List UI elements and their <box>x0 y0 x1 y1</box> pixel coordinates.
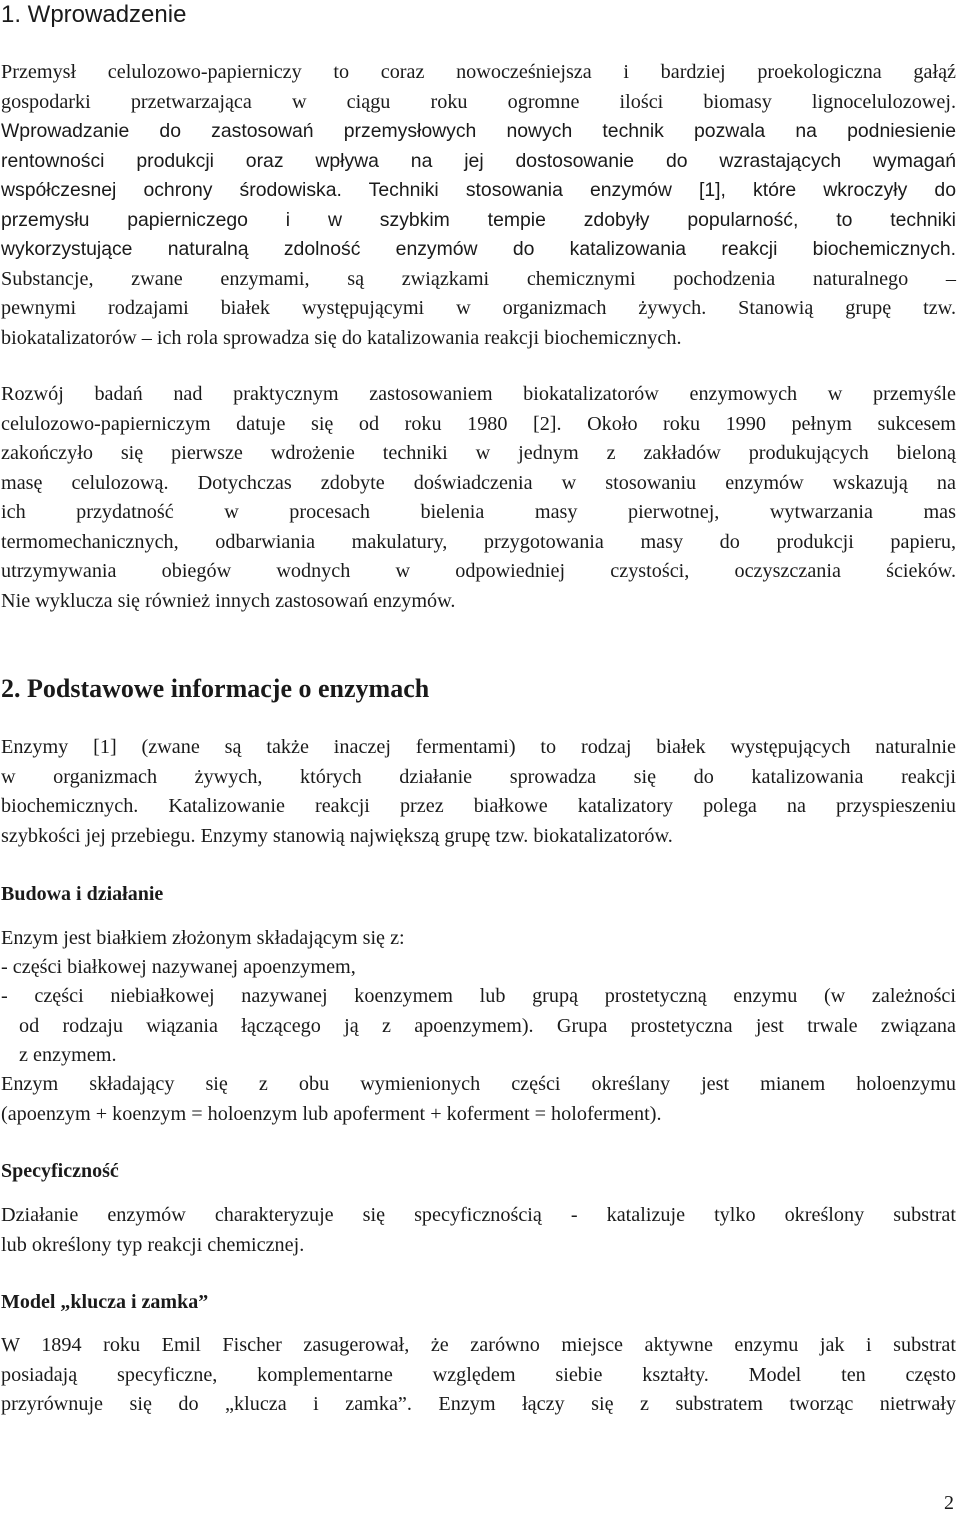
text-line: termomechanicznych, odbarwiania makulatury, przygotowania masy do produkcji papieru, <box>1 530 956 553</box>
text-line: (apoenzym + koenzym = holoenzym lub apoferment + koferment = holoferment). <box>1 1102 662 1125</box>
text-line: ich przydatność w procesach bielenia masy pierwotnej, wytwarzania mas <box>1 501 956 523</box>
model-paragraph <box>1 1331 956 1420</box>
section-2-paragraph-1 <box>1 733 956 851</box>
text-line: W 1894 roku Emil Fischer zasugerował, że zarówno miejsce aktywne enzymu jak i substrat <box>1 1334 956 1356</box>
text-line: Substancje, zwane enzymami, są związkami chemicznymi pochodzenia naturalnego – <box>1 267 956 290</box>
text-line: pewnymi rodzajami białek występującymi w organizmach żywych. Stanowią grupę tzw. <box>1 297 956 319</box>
section-1-heading: 1. Wprowadzenie <box>1 1 187 28</box>
text-line: zakończyło się pierwsze wdrożenie techniki w jednym z zakładów produkujących bieloną <box>1 442 956 464</box>
specyficznosc-heading: Specyficzność <box>1 1160 119 1182</box>
text-line: z enzymem. <box>19 1044 117 1066</box>
text-line: utrzymywania obiegów wodnych w odpowiedniej czystości, oczyszczania ścieków. <box>1 560 956 582</box>
text-line: Enzym składający się z obu wymienionych części określany jest mianem holoenzymu <box>1 1073 956 1095</box>
budowa-intro: Enzym jest białkiem złożonym składającym się z: <box>1 927 405 949</box>
text-line: celulozowo-papierniczym datuje się od roku 1980 [2]. Około roku 1990 pełnym sukcesem <box>1 412 956 435</box>
text-line: posiadają specyficzne, komplementarne względem siebie kształty. Model ten często <box>1 1363 956 1386</box>
page-number: 2 <box>944 1492 954 1514</box>
section-2-heading: 2. Podstawowe informacje o enzymach <box>1 674 430 703</box>
text-line: - części niebiałkowej nazywanej koenzymem lub grupą prostetyczną enzymu (w zależności <box>1 985 956 1007</box>
text-line: gospodarki przetwarzająca w ciągu roku ogromne ilości biomasy lignocelulozowej. <box>1 90 956 113</box>
text-line: Nie wyklucza się również innych zastosowań enzymów. <box>1 589 456 612</box>
budowa-list-item-1: - części białkowej nazywanej apoenzymem, <box>1 956 356 978</box>
text-line: Przemysł celulozowo-papierniczy to coraz nowocześniejsza i bardziej proekologiczna gałąź <box>1 61 956 83</box>
text-line: od rodzaju wiązania łączącego ją z apoenzymem). Grupa prostetyczna jest trwale związana <box>19 1014 956 1037</box>
budowa-heading: Budowa i działanie <box>1 883 164 905</box>
text-line: współczesnej ochrony środowiska. Techniki stosowania enzymów [1], które wkroczyły do <box>1 179 956 201</box>
text-line: wykorzystujące naturalną zdolność enzymów do katalizowania reakcji biochemicznych. <box>1 238 956 260</box>
budowa-list-item-2 <box>1 982 956 1071</box>
budowa-outro <box>1 1070 956 1129</box>
section-1-paragraph-1 <box>1 58 956 353</box>
section-1-paragraph-2 <box>1 380 956 616</box>
text-line: biochemicznych. Katalizowanie reakcji przez białkowe katalizatory polega na przyspieszeniu <box>1 795 956 817</box>
text-line: w organizmach żywych, których działanie sprowadza się do katalizowania reakcji <box>1 765 956 788</box>
text-line: Działanie enzymów charakteryzuje się specyficznością - katalizuje tylko określony substrat <box>1 1204 956 1226</box>
specyficznosc-paragraph <box>1 1201 956 1260</box>
text-line: przemysłu papierniczego i w szybkim tempie zdobyły popularność, to techniki <box>1 208 956 231</box>
text-line: biokatalizatorów – ich rola sprowadza się do katalizowania reakcji biochemicznych. <box>1 326 682 349</box>
text-line: szybkości jej przebiegu. Enzymy stanowią największą grupę tzw. biokatalizatorów. <box>1 824 673 847</box>
text-line: Wprowadzanie do zastosowań przemysłowych nowych technik pozwala na podniesienie <box>1 120 956 142</box>
text-line: Enzymy [1] (zwane są także inaczej fermentami) to rodzaj białek występujących naturalnie <box>1 736 956 758</box>
text-line: przyrównuje się do „klucza i zamka”. Enzym łączy się z substratem tworząc nietrwały <box>1 1393 956 1415</box>
text-line: rentowności produkcji oraz wpływa na jej dostosowanie do wzrastających wymagań <box>1 149 956 172</box>
model-heading: Model „klucza i zamka” <box>1 1291 209 1313</box>
text-line: lub określony typ reakcji chemicznej. <box>1 1233 305 1256</box>
text-line: masę celulozową. Dotychczas zdobyte doświadczenia w stosowaniu enzymów wskazują na <box>1 471 956 494</box>
text-line: Rozwój badań nad praktycznym zastosowaniem biokatalizatorów enzymowych w przemyśle <box>1 383 956 405</box>
